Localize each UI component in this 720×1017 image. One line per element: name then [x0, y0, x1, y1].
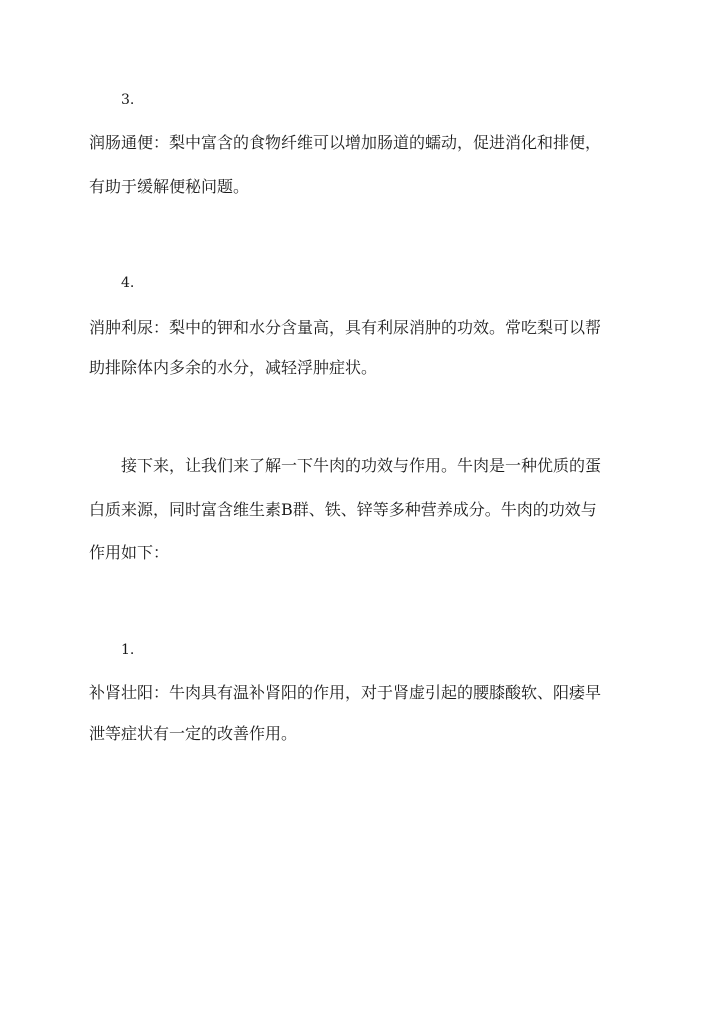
- item-number-3: 3.: [121, 92, 135, 108]
- paragraph-line: 消肿利尿：梨中的钾和水分含量高，具有利尿消肿的功效。常吃梨可以帮: [89, 318, 602, 337]
- paragraph-line: 助排除体内多余的水分，减轻浮肿症状。: [89, 358, 378, 377]
- paragraph-line: 泄等症状有一定的改善作用。: [89, 724, 298, 743]
- paragraph-line: 有助于缓解便秘问题。: [89, 177, 250, 196]
- paragraph-line: 白质来源，同时富含维生素B群、铁、锌等多种营养成分。牛肉的功效与: [89, 500, 597, 519]
- paragraph-line: 润肠通便：梨中富含的食物纤维可以增加肠道的蠕动，促进消化和排便，: [89, 133, 602, 152]
- item-number-1: 1.: [121, 642, 135, 658]
- paragraph-line: 补肾壮阳：牛肉具有温补肾阳的作用，对于肾虚引起的腰膝酸软、阳痿早: [89, 683, 602, 702]
- paragraph-line: 作用如下：: [89, 543, 170, 562]
- item-number-4: 4.: [121, 275, 135, 291]
- paragraph-line: 接下来，让我们来了解一下牛肉的功效与作用。牛肉是一种优质的蛋: [121, 456, 602, 475]
